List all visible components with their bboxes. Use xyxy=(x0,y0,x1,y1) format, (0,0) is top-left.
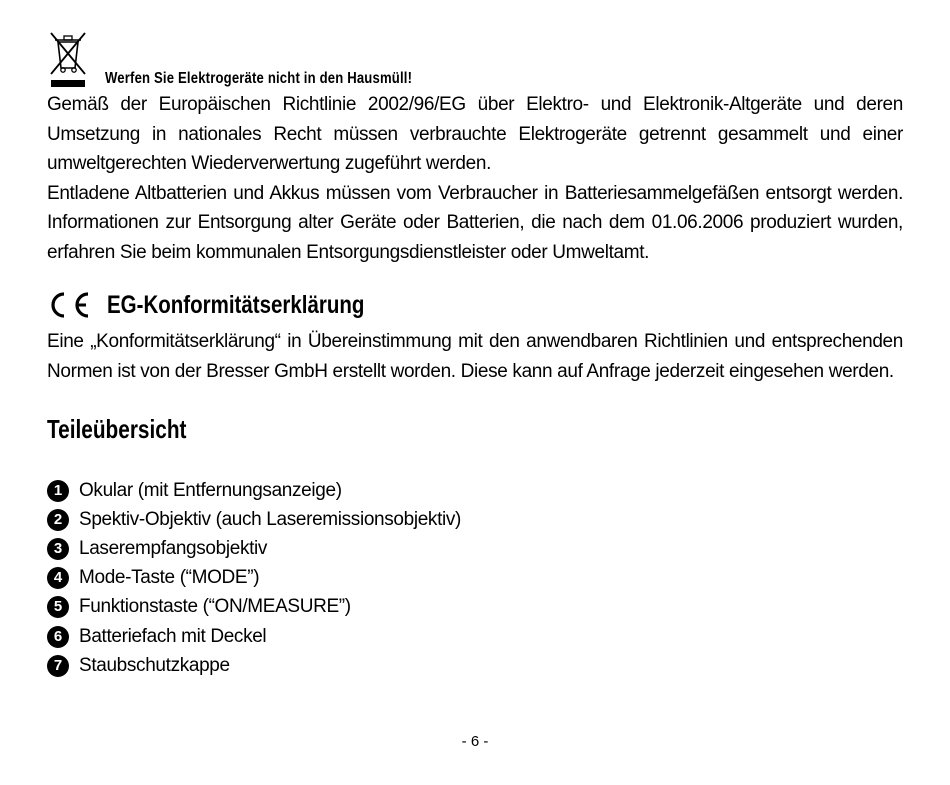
list-item xyxy=(47,651,903,680)
list-item xyxy=(47,476,903,505)
list-item xyxy=(47,593,903,622)
list-item xyxy=(47,622,903,651)
crossed-out-wheelie-bin-icon xyxy=(47,28,89,88)
number-badge: 6 xyxy=(47,626,69,648)
part-label: Funktionstaste (“ON/MEASURE”) xyxy=(79,596,351,618)
list-item xyxy=(47,534,903,563)
number-badge: 3 xyxy=(47,538,69,560)
manual-page xyxy=(47,28,903,680)
weee-paragraph-1: Gemäß der Europäischen Richtlinie 2002/96/EG über Elektro- und Elektronik-Altgeräte und deren Umsetzung in nationales Recht müssen verbrauchte Elektrogeräte getrennt gesammelt und einer umweltgerechten Wiederverwertung zugeführt werden. xyxy=(47,94,903,174)
number-badge: 7 xyxy=(47,655,69,677)
part-label: Laserempfangsobjektiv xyxy=(79,537,268,559)
number-badge: 4 xyxy=(47,567,69,589)
number-badge: 2 xyxy=(47,509,69,531)
part-label: Okular (mit Entfernungsanzeige) xyxy=(79,479,342,501)
weee-header xyxy=(47,28,903,90)
list-item xyxy=(47,564,903,593)
part-label: Staubschutzkappe xyxy=(79,654,230,676)
part-label: Mode-Taste (“MODE”) xyxy=(79,567,260,589)
parts-list xyxy=(47,476,903,680)
weee-paragraph-2: Entladene Altbatterien und Akkus müssen vom Verbraucher in Batteriesammelgefäßen entsorgt werden. Informationen zur Entsorgung alter Geräte oder Batterien, die nach dem 01.06.2006 produziert wurden, erfahren Sie beim kommunalen Entsorgungsdienstleister oder Umweltamt. xyxy=(47,182,903,263)
conformity-paragraph: Eine „Konformitätserklärung“ in Übereinstimmung mit den anwendbaren Richtlinien und entsprechenden Normen ist von der Bresser GmbH erstellt worden. Diese kann auf Anfrage jederzeit eingesehen werden. xyxy=(47,331,903,382)
part-label: Spektiv-Objektiv (auch Laseremissionsobjektiv) xyxy=(79,508,462,530)
weee-title: Werfen Sie Elektrogeräte nicht in den Hausmüll! xyxy=(105,70,413,87)
number-badge: 5 xyxy=(47,596,69,618)
conformity-header xyxy=(47,287,903,327)
conformity-title: EG-Konformitätserklärung xyxy=(107,291,365,319)
parts-overview-heading xyxy=(47,414,903,454)
parts-overview-title: Teileübersicht xyxy=(47,414,187,444)
list-item xyxy=(47,505,903,534)
page-number: - 6 - xyxy=(461,733,489,750)
ce-mark-icon xyxy=(47,291,95,319)
number-badge: 1 xyxy=(47,480,69,502)
part-label: Batteriefach mit Deckel xyxy=(79,625,267,647)
